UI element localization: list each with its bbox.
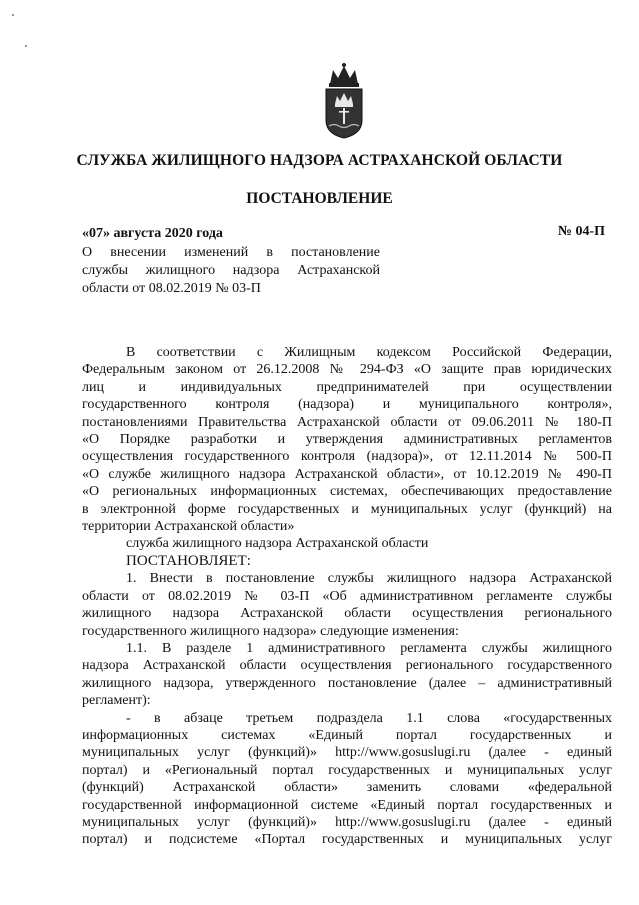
preamble-line: В соответствии с Жилищным кодексом Российской Федерации, xyxy=(126,345,612,360)
resolves-heading: ПОСТАНОВЛЯЕТ: xyxy=(126,552,251,569)
bullet-line: государственной информационной системе «Единый портал государственных и xyxy=(82,797,612,813)
item-1-1-line: жилищного надзора, утвержденного постановление (далее – административный xyxy=(82,675,612,691)
subject-line: О внесении изменений в постановление xyxy=(82,245,380,260)
bullet-line: муниципальных услуг (функций)» http://www.gosuslugi.ru (далее - единый xyxy=(82,745,612,761)
subject-line: области от 08.02.2019 № 03-П xyxy=(82,281,261,296)
preamble-paragraph xyxy=(82,344,612,535)
preamble-line: территории Астраханской области» xyxy=(82,519,295,535)
item-1-line: государственного жилищного надзора» следующие изменения: xyxy=(82,623,459,639)
preamble-line: «О региональных информационных системах, обеспечивающих предоставление xyxy=(82,484,612,500)
preamble-line: государственного контроля (надзора) и муниципального контроля», xyxy=(82,397,612,413)
document-type-title: ПОСТАНОВЛЕНИЕ xyxy=(246,190,393,207)
bullet-paragraph xyxy=(82,710,612,849)
item-1-line: 1. Внести в постановление службы жилищного надзора Астраханской xyxy=(126,571,612,587)
bullet-line: информационных системах «Единый портал государственных и xyxy=(82,727,612,743)
item-1-1-line: надзора Астраханской области осуществления регионального государственного xyxy=(82,658,612,674)
bullet-line: муниципальных услуг (функций)» http://www.gosuslugi.ru (далее - единый xyxy=(82,814,612,830)
bullet-line: - в абзаце третьем подраздела 1.1 слова «государственных xyxy=(126,710,612,726)
preamble-line: Федеральным законом от 26.12.2008 № 294-ФЗ «О защите прав юридических xyxy=(82,362,612,378)
preamble-line: лиц и индивидуальных предпринимателей при осуществлении xyxy=(82,379,612,395)
subject-line: службы жилищного надзора Астраханской xyxy=(82,263,380,278)
issuer-line: служба жилищного надзора Астраханской области xyxy=(126,536,429,552)
item-1-paragraph xyxy=(82,570,612,640)
scan-speck xyxy=(25,45,27,47)
document-body xyxy=(82,344,612,849)
item-1-1-paragraph xyxy=(82,640,612,710)
bullet-line: (функций) Астраханской области» заменить словами «федеральной xyxy=(82,780,612,796)
bullet-line: портал) и подсистеме «Портал государственных и муниципальных услуг xyxy=(82,832,612,848)
item-1-line: области от 08.02.2019 № 03-П «Об административном регламенте службы xyxy=(82,588,612,604)
document-subject xyxy=(82,244,380,298)
bullet-line: портал) и «Региональный портал государственных и муниципальных услуг xyxy=(82,762,612,778)
astrakhan-coat-of-arms-icon xyxy=(320,62,368,140)
organization-title: СЛУЖБА ЖИЛИЩНОГО НАДЗОРА АСТРАХАНСКОЙ ОБЛАСТИ xyxy=(76,152,563,169)
item-1-1-line: 1.1. В разделе 1 административного регламента службы жилищного xyxy=(126,640,612,656)
preamble-line: «О Порядке разработки и утверждения административных регламентов xyxy=(82,432,612,448)
item-1-line: жилищного надзора Астраханской области осуществления регионального xyxy=(82,606,612,622)
preamble-line: «О службе жилищного надзора Астраханской области», от 10.12.2019 № 490-П xyxy=(82,466,612,482)
document-date: «07» августа 2020 года xyxy=(82,226,223,241)
document-number: № 04-П xyxy=(557,224,605,239)
preamble-line: осуществления государственного контроля (надзора)», от 12.11.2014 № 500-П xyxy=(82,449,612,465)
preamble-line: постановлениями Правительства Астраханской области от 09.06.2011 № 180-П xyxy=(82,414,612,430)
item-1-1-line: регламент): xyxy=(82,693,151,709)
preamble-line: в электронной форме государственных и муниципальных услуг (функций) на xyxy=(82,501,612,517)
scan-speck xyxy=(12,14,14,16)
